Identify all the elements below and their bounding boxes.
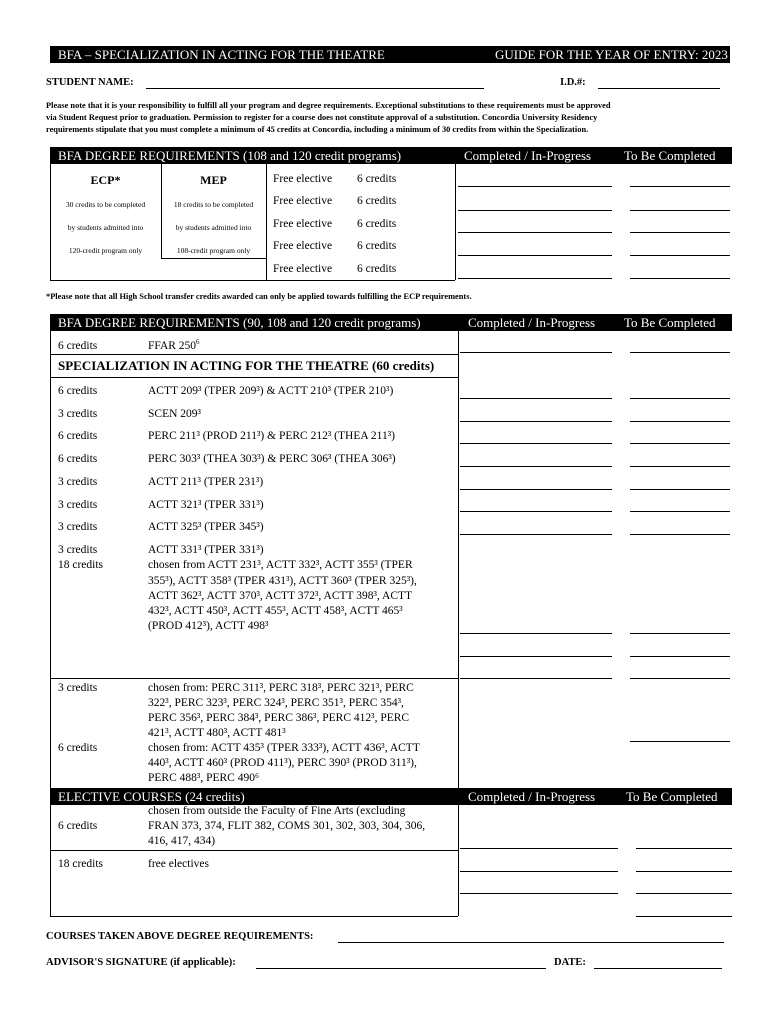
spec-row-3-course: PERC 211³ (PROD 211³) & PERC 212³ (THEA 211³) xyxy=(148,430,395,442)
spec-row-7-course: ACTT 325³ (TPER 345³) xyxy=(148,521,264,533)
elective-tobe-line-4[interactable] xyxy=(636,916,732,917)
notice-line-2: via Student Request prior to graduation. Permission to register for a course does not constitute approval of a substitution. Concordia University Residency xyxy=(46,113,598,122)
free-elective-3-credits: 6 credits xyxy=(357,218,397,230)
d1-completed-line-3[interactable] xyxy=(458,232,612,233)
electives-col-tobe: To Be Completed xyxy=(626,789,718,804)
mep-note-1: 18 credits to be completed xyxy=(173,200,254,209)
spec-completed-line-10[interactable] xyxy=(460,678,612,679)
ecp-note-1: 30 credits to be completed xyxy=(65,200,146,209)
choice3-credits: 6 credits xyxy=(58,742,98,754)
spec-completed-line-8[interactable] xyxy=(460,633,612,634)
spec-completed-line-1[interactable] xyxy=(460,398,612,399)
spec-completed-line-9[interactable] xyxy=(460,656,612,657)
electives-heading: ELECTIVE COURSES (24 credits) xyxy=(58,789,245,804)
elective-tobe-line-2[interactable] xyxy=(636,871,732,872)
spec-row-6-credits: 3 credits xyxy=(58,499,98,511)
spec-row-1-credits: 6 credits xyxy=(58,385,98,397)
ecp-label: ECP* xyxy=(90,173,121,187)
choice2-credits: 3 credits xyxy=(58,682,98,694)
free-elective-1-credits: 6 credits xyxy=(357,173,397,185)
ecp-footnote: *Please note that all High School transfer credits awarded can only be applied towards fulfilling the ECP requirements. xyxy=(46,292,472,301)
free-elective-5-credits: 6 credits xyxy=(357,263,397,275)
ffar-tobe-line[interactable] xyxy=(630,352,730,353)
specialization-heading: SPECIALIZATION IN ACTING FOR THE THEATRE (60 credits) xyxy=(58,358,435,373)
spec-row-4-credits: 6 credits xyxy=(58,453,98,465)
ecp-note-3: 120-credit program only xyxy=(68,246,143,255)
spec-tobe-line-7[interactable] xyxy=(630,534,730,535)
elective-completed-line-3[interactable] xyxy=(460,893,618,894)
notice-line-1: Please note that it is your responsibility to fulfill all your program and degree requirements. Exceptional substitutions to these requirements must be approved xyxy=(46,101,611,110)
elective-row1-line-1: chosen from outside the Faculty of Fine Arts (excluding xyxy=(148,805,406,817)
d1-completed-line-2[interactable] xyxy=(458,210,612,211)
mep-note-2: by students admitted into xyxy=(175,223,252,232)
free-elective-4: Free elective xyxy=(273,240,333,252)
id-label: I.D.#: xyxy=(560,77,586,88)
free-elective-2: Free elective xyxy=(273,195,333,207)
spec-row-5-credits: 3 credits xyxy=(58,476,98,488)
spec-completed-line-3[interactable] xyxy=(460,443,612,444)
choice2-line-3: PERC 356³, PERC 384³, PERC 386³, PERC 412³, PERC xyxy=(148,712,410,724)
elective-row1-line-3: 416, 417, 434) xyxy=(148,835,216,847)
elective-tobe-line-1[interactable] xyxy=(636,848,732,849)
d1-completed-line-5[interactable] xyxy=(458,278,612,279)
date-label: DATE: xyxy=(554,957,586,968)
degree1-heading: BFA DEGREE REQUIREMENTS (108 and 120 credit programs) xyxy=(58,148,402,163)
elective-row1-credits: 6 credits xyxy=(58,820,98,832)
spec-row-4-course: PERC 303³ (THEA 303³) & PERC 306³ (THEA 306³) xyxy=(148,453,396,465)
d1-completed-line-1[interactable] xyxy=(458,186,612,187)
elective-tobe-line-3[interactable] xyxy=(636,893,732,894)
mep-note-3: 108-credit program only xyxy=(176,246,251,255)
form-title: BFA – SPECIALIZATION IN ACTING FOR THE THEATRE xyxy=(58,47,385,62)
free-elective-5: Free elective xyxy=(273,263,333,275)
spec-completed-line-6[interactable] xyxy=(460,511,612,512)
electives-header xyxy=(50,788,732,805)
spec-tobe-line-2[interactable] xyxy=(630,421,730,422)
student-name-field[interactable] xyxy=(146,88,484,89)
degree2-col-completed: Completed / In-Progress xyxy=(468,315,596,330)
choice1-line-2: 355³), ACTT 358³ (TPER 431³), ACTT 360³ (TPER 325³), xyxy=(148,575,417,587)
ffar-credits: 6 credits xyxy=(58,340,98,352)
choice1-line-3: ACTT 362³, ACTT 370³, ACTT 372³, ACTT 398³, ACTT xyxy=(148,590,413,602)
spec-row-7-credits: 3 credits xyxy=(58,521,98,533)
notice-line-3: requirements stipulate that you must complete a minimum of 45 credits at Concordia, including a minimum of 30 credits from within the Specialization. xyxy=(46,125,589,134)
free-elective-2-credits: 6 credits xyxy=(357,195,397,207)
choice3-line-2: 440³, ACTT 460³ (PROD 411³), PERC 390³ (PROD 311³), xyxy=(148,757,417,769)
entry-year: GUIDE FOR THE YEAR OF ENTRY: 2023 xyxy=(495,47,728,62)
choice1-line-1: chosen from ACTT 231³, ACTT 332³, ACTT 355³ (TPER xyxy=(148,559,413,571)
free-elective-1: Free elective xyxy=(273,173,333,185)
spec-completed-line-7[interactable] xyxy=(460,534,612,535)
degree1-header xyxy=(50,147,732,164)
degree2-header xyxy=(50,314,732,331)
d1-tobe-line-5[interactable] xyxy=(630,278,730,279)
free-elective-3: Free elective xyxy=(273,218,333,230)
electives-col-completed: Completed / In-Progress xyxy=(468,789,596,804)
spec-tobe-line-11[interactable] xyxy=(630,741,730,742)
spec-row-1-course: ACTT 209³ (TPER 209³) & ACTT 210³ (TPER 210³) xyxy=(148,385,394,397)
degree1-col-completed: Completed / In-Progress xyxy=(464,148,592,163)
choice1-line-5: (PROD 412³), ACTT 498³ xyxy=(148,620,269,632)
spec-row-3-credits: 6 credits xyxy=(58,430,98,442)
ecp-note-2: by students admitted into xyxy=(67,223,144,232)
d1-tobe-line-1[interactable] xyxy=(630,186,730,187)
elective-completed-line-2[interactable] xyxy=(460,871,618,872)
elective-completed-line-1[interactable] xyxy=(460,848,618,849)
choice2-line-2: 322³, PERC 323³, PERC 324³, PERC 351³, PERC 354³, xyxy=(148,697,404,709)
elective-row2-credits: 18 credits xyxy=(58,858,104,870)
advisor-signature-field[interactable] xyxy=(256,968,546,969)
choice3-line-1: chosen from: ACTT 435³ (TPER 333³), ACTT 436³, ACTT xyxy=(148,742,420,754)
id-field[interactable] xyxy=(598,88,720,89)
degree2-col-tobe: To Be Completed xyxy=(624,315,716,330)
spec-completed-line-4[interactable] xyxy=(460,466,612,467)
choice3-line-3: PERC 488³, PERC 490⁶ xyxy=(148,772,259,784)
ffar-course: FFAR $250^6$ xyxy=(148,338,200,352)
spec-row-2-credits: 3 credits xyxy=(58,408,98,420)
d1-tobe-line-3[interactable] xyxy=(630,232,730,233)
d1-tobe-line-2[interactable] xyxy=(630,210,730,211)
spec-tobe-line-8[interactable] xyxy=(630,633,730,634)
mep-label: MEP xyxy=(200,173,227,187)
spec-tobe-line-10[interactable] xyxy=(630,678,730,679)
elective-row1-line-2: FRAN 373, 374, FLIT 382, COMS 301, 302, 303, 304, 306, xyxy=(148,820,426,832)
spec-row-8-credits: 3 credits xyxy=(58,544,98,556)
free-elective-4-credits: 6 credits xyxy=(357,240,397,252)
choice2-line-1: chosen from: PERC 311³, PERC 318³, PERC 321³, PERC xyxy=(148,682,414,694)
spec-row-5-course: ACTT 211³ (TPER 231³) xyxy=(148,476,264,488)
courses-above-field[interactable] xyxy=(338,942,724,943)
spec-completed-line-5[interactable] xyxy=(460,489,612,490)
courses-above-label: COURSES TAKEN ABOVE DEGREE REQUIREMENTS: xyxy=(46,931,314,942)
choice2-line-4: 421³, ACTT 480³, ACTT 481³ xyxy=(148,727,286,739)
ffar-completed-line[interactable] xyxy=(460,352,612,353)
spec-tobe-line-6[interactable] xyxy=(630,511,730,512)
degree1-col-tobe: To Be Completed xyxy=(624,148,716,163)
date-field[interactable] xyxy=(594,968,722,969)
spec-tobe-line-1[interactable] xyxy=(630,398,730,399)
spec-row-6-course: ACTT 321³ (TPER 331³) xyxy=(148,499,264,511)
title-bar xyxy=(50,46,730,63)
d1-tobe-line-4[interactable] xyxy=(630,255,730,256)
choice1-credits: 18 credits xyxy=(58,559,104,571)
advisor-signature-label: ADVISOR'S SIGNATURE (if applicable): xyxy=(46,957,236,968)
spec-row-2-course: SCEN 209³ xyxy=(148,408,201,420)
spec-completed-line-2[interactable] xyxy=(460,421,612,422)
spec-tobe-line-5[interactable] xyxy=(630,489,730,490)
spec-tobe-line-9[interactable] xyxy=(630,656,730,657)
spec-row-8-course: ACTT 331³ (TPER 331³) xyxy=(148,544,264,556)
spec-tobe-line-4[interactable] xyxy=(630,466,730,467)
d1-completed-line-4[interactable] xyxy=(458,255,612,256)
choice1-line-4: 432³, ACTT 450³, ACTT 455³, ACTT 458³, ACTT 465³ xyxy=(148,605,403,617)
student-name-label: STUDENT NAME: xyxy=(46,77,134,88)
degree2-heading: BFA DEGREE REQUIREMENTS (90, 108 and 120 credit programs) xyxy=(58,315,421,330)
spec-tobe-line-3[interactable] xyxy=(630,443,730,444)
elective-row2-text: free electives xyxy=(148,858,209,870)
